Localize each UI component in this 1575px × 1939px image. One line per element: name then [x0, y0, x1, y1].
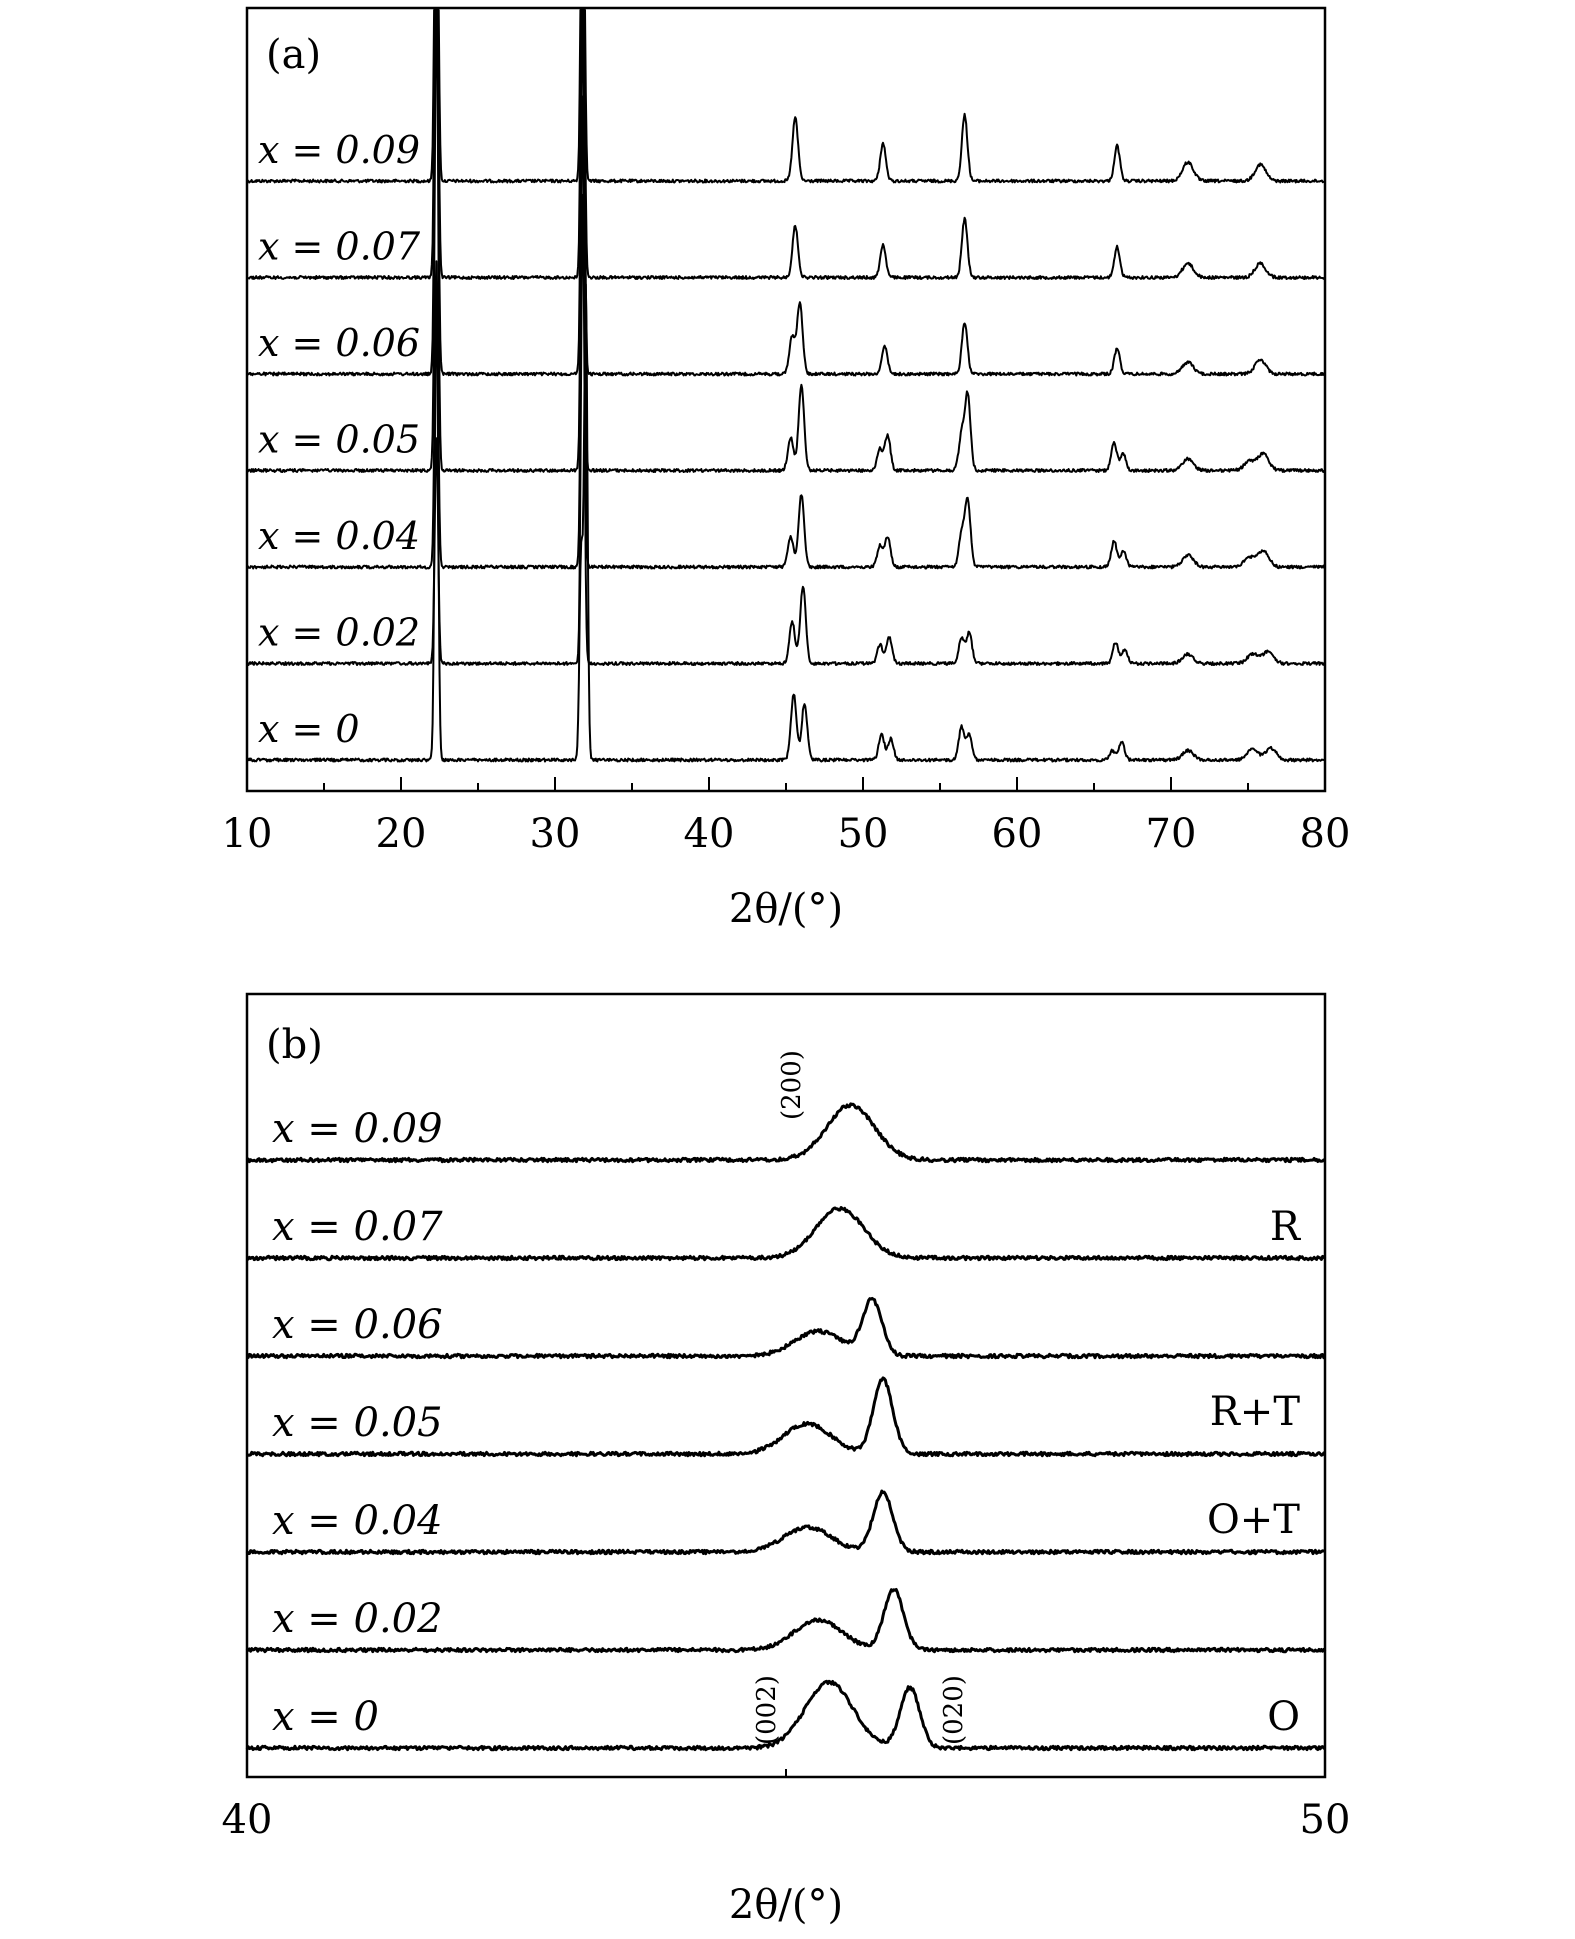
series-label: x = 0.05: [272, 1400, 443, 1446]
x-tick-label: 10: [221, 811, 273, 857]
panel-a-series-labels: [258, 128, 421, 751]
x-tick-label: 70: [1145, 811, 1197, 857]
x-tick-label: 40: [683, 811, 735, 857]
panel-a-x-axis-title: 2θ/(°): [728, 886, 844, 932]
series-label: x = 0.06: [258, 321, 421, 365]
phase-label-r-t: R+T: [1209, 1389, 1300, 1435]
x-tick-label: 80: [1299, 811, 1351, 857]
panel-b: [222, 994, 1351, 1928]
x-tick-label: 30: [529, 811, 581, 857]
peak-label-020: (020): [939, 1675, 969, 1745]
series-label: x = 0.02: [272, 1596, 443, 1642]
peak-label-002: (002): [752, 1675, 782, 1745]
phase-label-o-t: O+T: [1207, 1497, 1300, 1543]
series-label: x = 0.09: [272, 1106, 443, 1152]
series-label: x = 0.02: [258, 610, 421, 655]
series-label: x = 0.04: [272, 1498, 443, 1544]
panel-b-series-labels: [272, 1106, 443, 1740]
panel-b-x-axis-title: 2θ/(°): [728, 1882, 844, 1928]
panel-a-label: (a): [266, 32, 322, 78]
series-label: x = 0.07: [258, 224, 421, 269]
panel-a-frame: [247, 8, 1325, 791]
panel-a: [222, 8, 1351, 932]
x-tick-label: 50: [837, 811, 889, 857]
peak-label-200: (200): [777, 1050, 807, 1120]
panel-b-ticks: [222, 1763, 1351, 1843]
series-label: x = 0: [272, 1694, 379, 1740]
series-label: x = 0.06: [272, 1302, 443, 1348]
x-tick-label: 50: [1299, 1797, 1351, 1843]
x-tick-label: 60: [991, 811, 1043, 857]
series-label: x = 0.09: [258, 128, 421, 172]
x-tick-label: 20: [375, 811, 427, 857]
x-tick-label: 40: [221, 1797, 273, 1843]
series-label: x = 0: [258, 707, 360, 751]
series-label: x = 0.05: [258, 417, 421, 462]
series-label: x = 0.04: [258, 514, 421, 558]
panel-a-ticks: [222, 777, 1351, 857]
series-trace: [247, 1681, 1325, 1749]
phase-label-r: R: [1269, 1204, 1300, 1250]
panel-b-label: (b): [266, 1022, 323, 1068]
phase-label-o: O: [1267, 1694, 1300, 1740]
series-label: x = 0.07: [272, 1204, 443, 1250]
